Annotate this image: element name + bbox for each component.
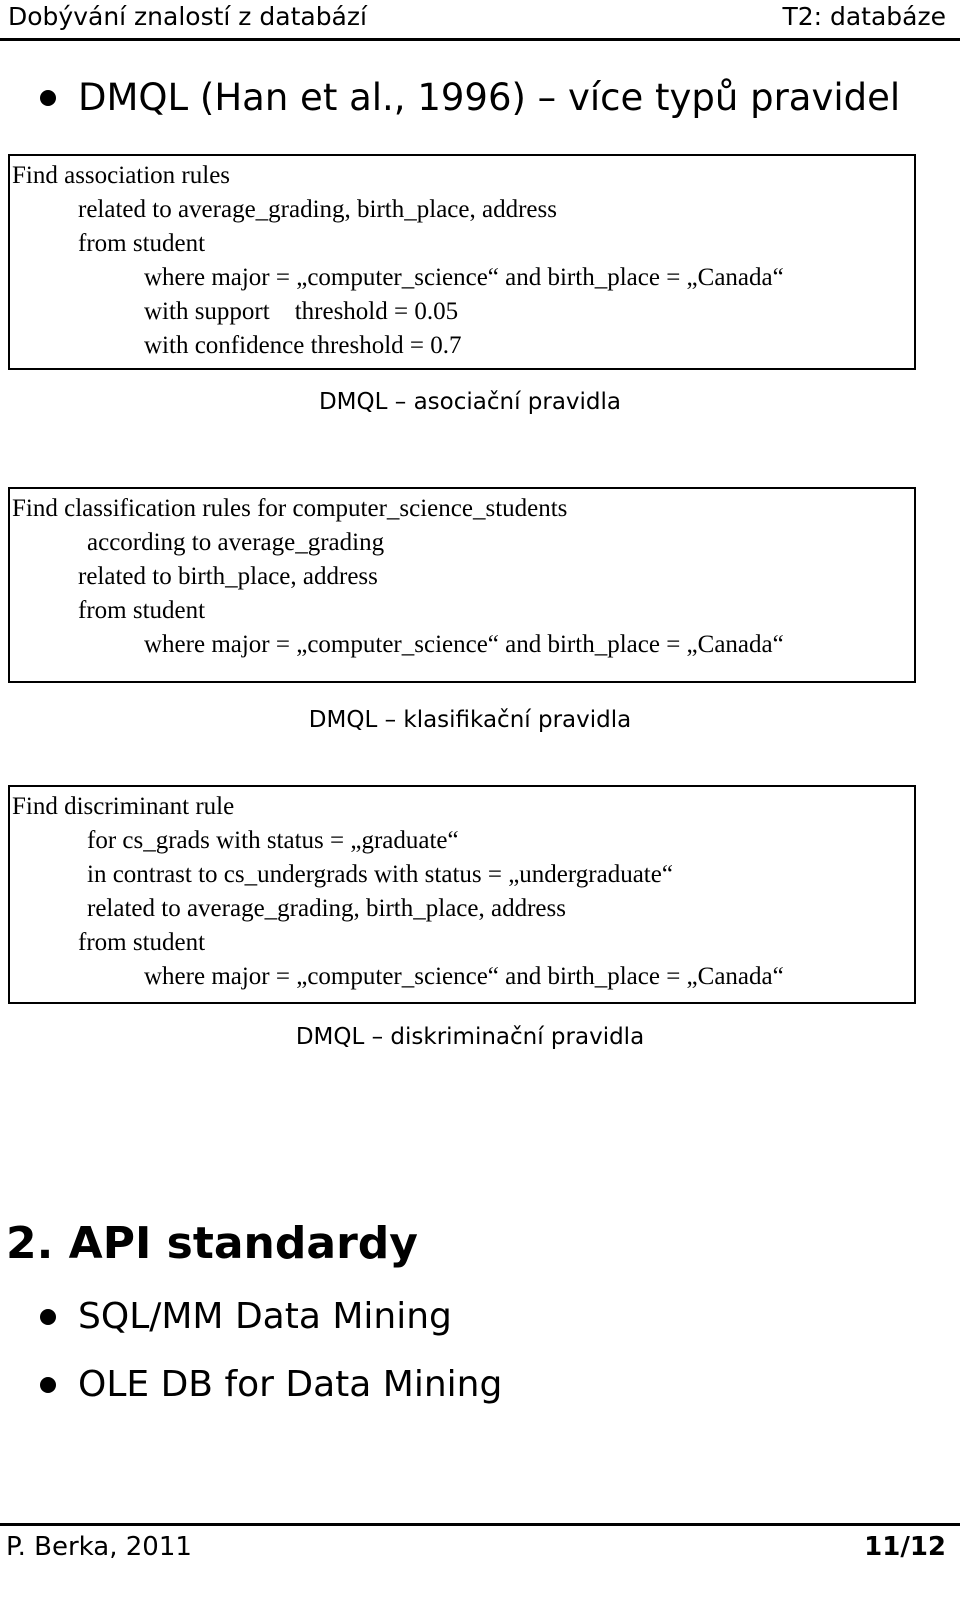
page-header (0, 0, 960, 41)
discriminant-rules-box (8, 785, 916, 1004)
code-line: where major = „computer_science“ and birth_place = „Canada“ (144, 264, 784, 291)
code-line: from student (78, 597, 206, 624)
code-line: related to average_grading, birth_place, address (87, 895, 566, 922)
classification-rules-box (8, 487, 916, 683)
code-line: Find classification rules for computer_science_students (12, 495, 568, 522)
code-line: related to average_grading, birth_place, address (78, 196, 557, 223)
code-line: related to birth_place, address (78, 563, 378, 590)
code-line: with confidence threshold = 0.7 (144, 332, 462, 359)
code-line: where major = „computer_science“ and birth_place = „Canada“ (144, 963, 784, 990)
api-item (40, 1296, 452, 1337)
section-heading: 2. API standardy (6, 1218, 418, 1269)
author-year: P. Berka, 2011 (6, 1532, 192, 1562)
code-line: from student (78, 929, 206, 956)
api-item-label: SQL/MM Data Mining (78, 1296, 452, 1337)
code-line: with support threshold = 0.05 (144, 298, 459, 325)
code-line: according to average_grading (87, 529, 385, 556)
page-number: 11/12 (864, 1532, 946, 1562)
code-line: from student (78, 230, 206, 257)
code-line: Find association rules (12, 162, 231, 189)
code-line: in contrast to cs_undergrads with status = „undergraduate“ (87, 861, 673, 888)
classification-caption: DMQL – klasifikační pravidla (308, 707, 632, 733)
code-line: where major = „computer_science“ and birth_place = „Canada“ (144, 631, 784, 658)
api-item-label: OLE DB for Data Mining (78, 1364, 503, 1405)
association-caption: DMQL – asociační pravidla (318, 389, 622, 415)
bullet-icon (40, 90, 56, 106)
api-item (40, 1364, 502, 1405)
code-line: Find discriminant rule (12, 793, 235, 820)
heading-bullet-text: DMQL (Han et al., 1996) – více typů pravidel (78, 76, 901, 119)
page-footer (0, 1523, 960, 1616)
course-title: Dobývání znalostí z databází (8, 2, 367, 31)
topic-title: T2: databáze (782, 2, 946, 31)
heading-bullet (40, 76, 900, 119)
association-rules-box (8, 154, 916, 370)
bullet-icon (40, 1309, 56, 1325)
code-line: for cs_grads with status = „graduate“ (87, 827, 459, 854)
discriminant-caption: DMQL – diskriminační pravidla (295, 1024, 645, 1050)
bullet-icon (40, 1377, 56, 1393)
